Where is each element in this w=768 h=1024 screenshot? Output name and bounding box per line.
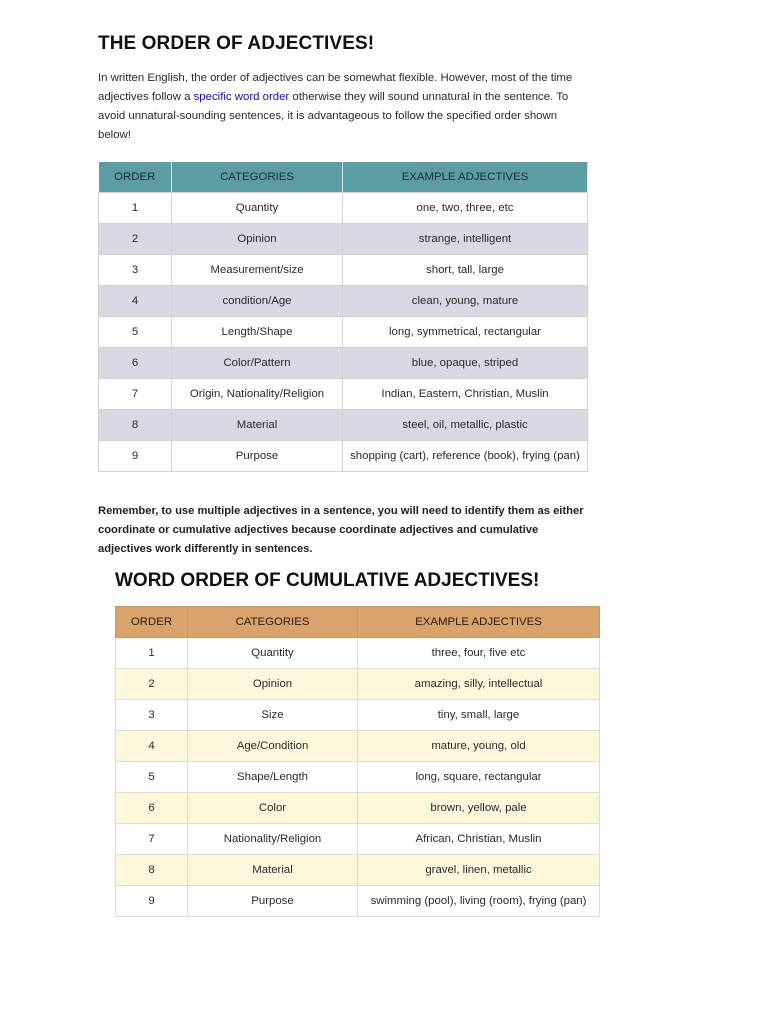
cumulative-adjectives-table [115, 606, 600, 917]
order-cell: 8 [99, 410, 172, 441]
example-cell: mature, young, old [358, 731, 600, 762]
table-row [99, 224, 588, 255]
header-order: ORDER [99, 162, 172, 193]
category-cell: Origin, Nationality/Religion [172, 379, 343, 410]
table-row [116, 762, 600, 793]
order-cell: 4 [99, 286, 172, 317]
order-cell: 2 [116, 669, 188, 700]
category-cell: Opinion [172, 224, 343, 255]
table-row [99, 410, 588, 441]
category-cell: Color [188, 793, 358, 824]
example-cell: long, symmetrical, rectangular [343, 317, 588, 348]
order-cell: 5 [116, 762, 188, 793]
intro-text-end: otherwise they will sound unnatural in the sentence. To avoid unnatural-sounding sentences, it is advantageous to follow the specified order shown below! [98, 91, 569, 141]
category-cell: Length/Shape [172, 317, 343, 348]
order-cell: 6 [116, 793, 188, 824]
example-cell: gravel, linen, metallic [358, 855, 600, 886]
category-cell: Nationality/Religion [188, 824, 358, 855]
category-cell: Size [188, 700, 358, 731]
example-cell: tiny, small, large [358, 700, 600, 731]
adjective-order-table [98, 162, 588, 472]
remember-paragraph: Remember, to use multiple adjectives in a sentence, you will need to identify them as either coordinate or cumulative adjectives because coordinate adjectives and cumulative adjectives work differently in sentences. [98, 505, 584, 555]
order-cell: 1 [99, 193, 172, 224]
header-example-adjectives: EXAMPLE ADJECTIVES [343, 162, 588, 193]
order-cell: 3 [116, 700, 188, 731]
specific-word-order-link[interactable]: specific word order [193, 91, 290, 103]
order-cell: 7 [116, 824, 188, 855]
table-row [116, 669, 600, 700]
header-order: ORDER [116, 607, 188, 638]
category-cell: Opinion [188, 669, 358, 700]
table-row [99, 348, 588, 379]
example-cell: one, two, three, etc [343, 193, 588, 224]
header-example-adjectives: EXAMPLE ADJECTIVES [358, 607, 600, 638]
table-row [116, 793, 600, 824]
table-row [116, 855, 600, 886]
intro-paragraph [98, 69, 590, 145]
category-cell: Age/Condition [188, 731, 358, 762]
table-row [99, 286, 588, 317]
table-row [99, 441, 588, 472]
table-header-row [99, 162, 588, 193]
example-cell: blue, opaque, striped [343, 348, 588, 379]
order-cell: 4 [116, 731, 188, 762]
table-row [99, 255, 588, 286]
example-cell: swimming (pool), living (room), frying (pan) [358, 886, 600, 917]
order-cell: 6 [99, 348, 172, 379]
example-cell: three, four, five etc [358, 638, 600, 669]
order-cell: 5 [99, 317, 172, 348]
order-cell: 3 [99, 255, 172, 286]
order-cell: 2 [99, 224, 172, 255]
table-row [99, 193, 588, 224]
category-cell: Color/Pattern [172, 348, 343, 379]
category-cell: Material [172, 410, 343, 441]
category-cell: Purpose [188, 886, 358, 917]
page-title: THE ORDER OF ADJECTIVES! [98, 33, 375, 54]
example-cell: strange, intelligent [343, 224, 588, 255]
example-cell: clean, young, mature [343, 286, 588, 317]
intro-text-start: In written English, the order of adjectives can be somewhat flexible. However, most of the time adjectives follow a [98, 72, 573, 103]
order-cell: 8 [116, 855, 188, 886]
category-cell: Purpose [172, 441, 343, 472]
table-header-row [116, 607, 600, 638]
category-cell: Measurement/size [172, 255, 343, 286]
header-categories: CATEGORIES [172, 162, 343, 193]
category-cell: Shape/Length [188, 762, 358, 793]
example-cell: shopping (cart), reference (book), frying (pan) [343, 441, 588, 472]
order-cell: 9 [99, 441, 172, 472]
category-cell: Quantity [188, 638, 358, 669]
table-row [99, 317, 588, 348]
table-row [99, 379, 588, 410]
table-row [116, 824, 600, 855]
example-cell: long, square, rectangular [358, 762, 600, 793]
order-cell: 9 [116, 886, 188, 917]
example-cell: Indian, Eastern, Christian, Muslin [343, 379, 588, 410]
header-categories: CATEGORIES [188, 607, 358, 638]
table-row [116, 700, 600, 731]
table-row [116, 886, 600, 917]
category-cell: condition/Age [172, 286, 343, 317]
example-cell: steel, oil, metallic, plastic [343, 410, 588, 441]
example-cell: short, tall, large [343, 255, 588, 286]
example-cell: brown, yellow, pale [358, 793, 600, 824]
category-cell: Material [188, 855, 358, 886]
order-cell: 7 [99, 379, 172, 410]
example-cell: African, Christian, Muslin [358, 824, 600, 855]
section-title-cumulative: WORD ORDER OF CUMULATIVE ADJECTIVES! [115, 570, 540, 591]
table-row [116, 638, 600, 669]
example-cell: amazing, silly, intellectual [358, 669, 600, 700]
table-row [116, 731, 600, 762]
order-cell: 1 [116, 638, 188, 669]
category-cell: Quantity [172, 193, 343, 224]
